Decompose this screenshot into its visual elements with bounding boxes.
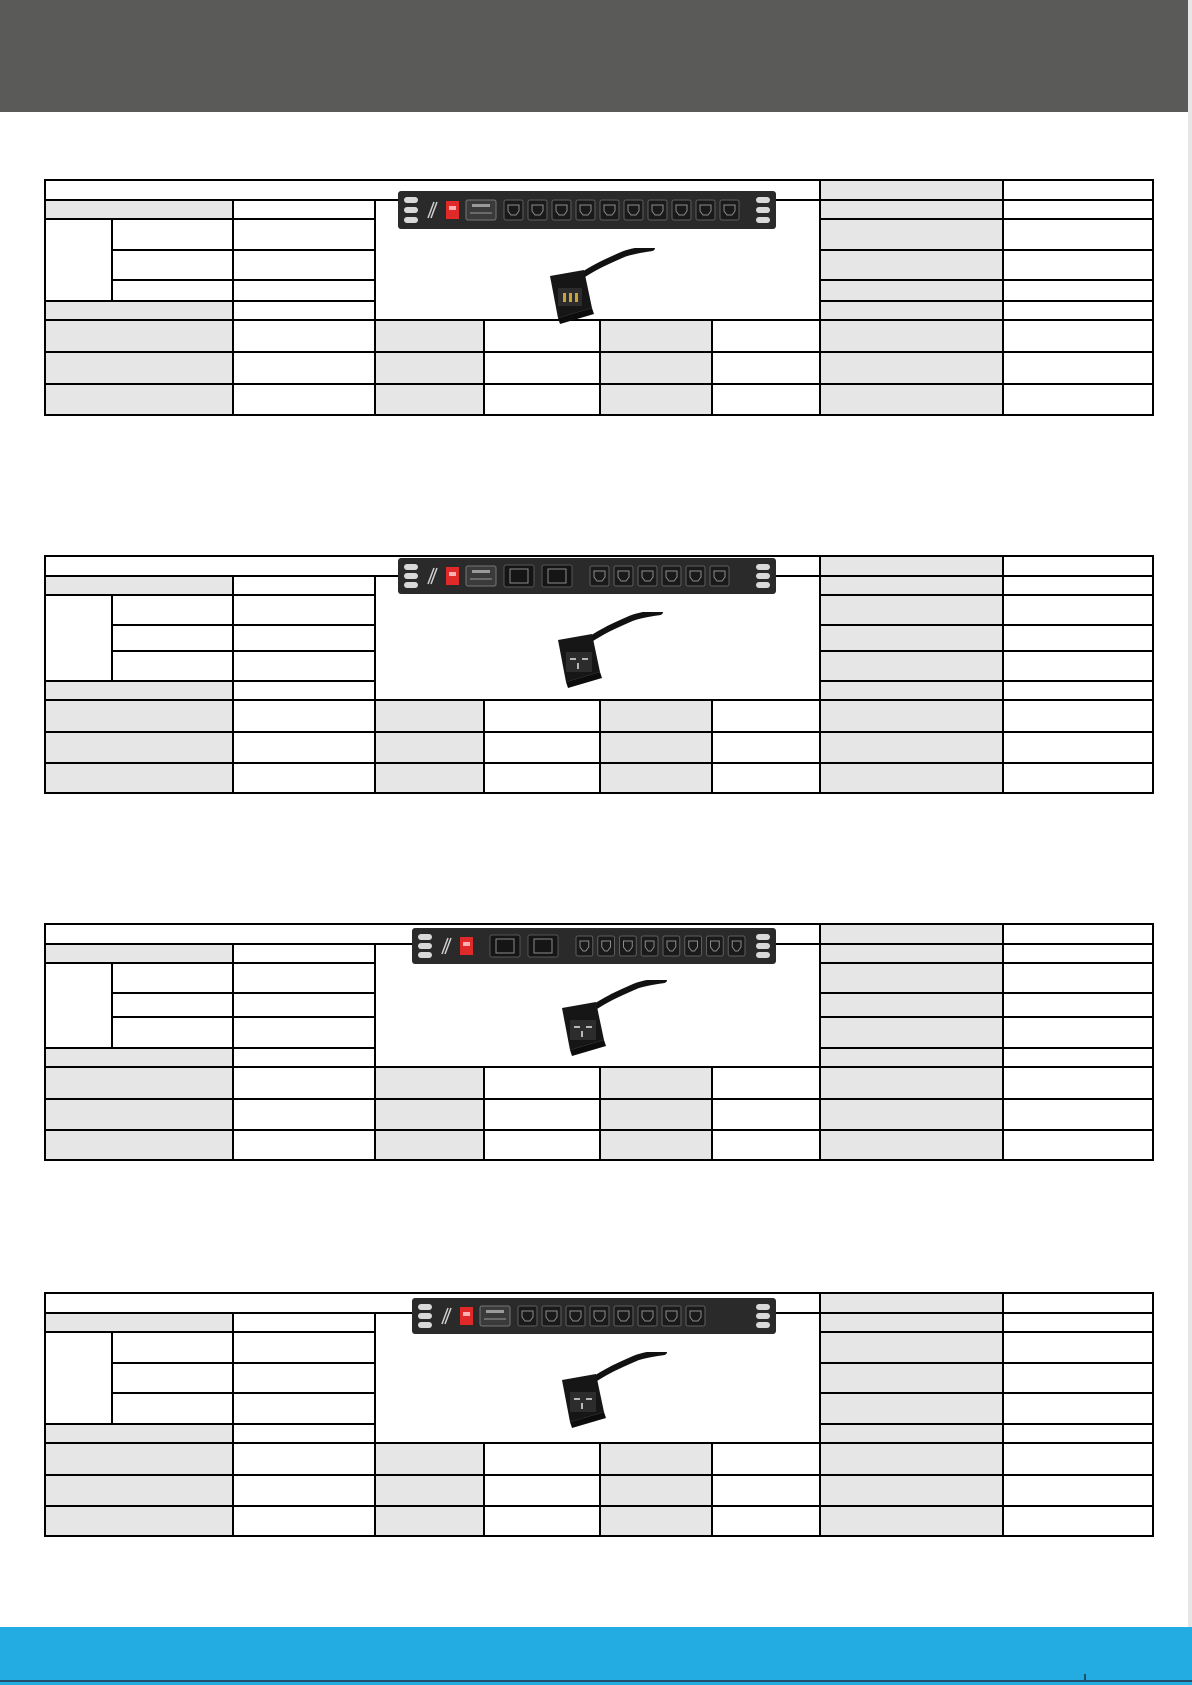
c13-outlet-icon bbox=[552, 200, 571, 220]
spec-value-cell bbox=[484, 732, 600, 763]
c13-outlet-icon bbox=[504, 200, 523, 220]
spec-label-cell bbox=[820, 280, 1003, 301]
spec-label-cell bbox=[44, 1424, 233, 1443]
spec-label-cell bbox=[44, 320, 233, 352]
c13-outlet-icon bbox=[728, 936, 745, 956]
spec-label-cell bbox=[820, 1130, 1003, 1161]
spec-value-cell bbox=[233, 1017, 375, 1048]
spec-label-cell bbox=[375, 384, 484, 416]
spec-label-cell bbox=[820, 555, 1003, 576]
spec-value-cell bbox=[1003, 179, 1154, 200]
spec-group-cell bbox=[44, 219, 112, 301]
spec-value-cell bbox=[233, 1048, 375, 1067]
spec-sublabel-cell bbox=[112, 280, 233, 301]
spec-value-cell bbox=[1003, 595, 1154, 625]
c13-outlet-icon bbox=[720, 200, 739, 220]
spec-value-cell bbox=[233, 1443, 375, 1475]
spec-value-cell bbox=[1003, 1099, 1154, 1130]
spec-label-cell bbox=[375, 763, 484, 794]
spec-value-cell bbox=[1003, 1048, 1154, 1067]
c13-outlet-icon bbox=[590, 1306, 609, 1326]
spec-value-cell bbox=[233, 763, 375, 794]
spec-label-cell bbox=[375, 1099, 484, 1130]
spec-value-cell bbox=[1003, 625, 1154, 651]
c19-outlet-icon bbox=[528, 935, 558, 957]
c19-outlet-icon bbox=[542, 565, 572, 587]
c20-plug-icon bbox=[544, 612, 664, 690]
spec-value-cell bbox=[233, 595, 375, 625]
spec-value-cell bbox=[233, 625, 375, 651]
spec-label-cell bbox=[820, 651, 1003, 681]
spec-label-cell bbox=[600, 763, 712, 794]
spec-label-cell bbox=[820, 625, 1003, 651]
c13-outlet-icon bbox=[662, 1306, 681, 1326]
spec-value-cell bbox=[233, 384, 375, 416]
c13-outlet-icon bbox=[528, 200, 547, 220]
spec-label-cell bbox=[820, 219, 1003, 250]
spec-value-cell bbox=[1003, 1393, 1154, 1424]
c13-outlet-icon bbox=[641, 936, 658, 956]
spec-value-cell bbox=[233, 681, 375, 700]
spec-value-cell bbox=[233, 700, 375, 732]
spec-label-cell bbox=[820, 993, 1003, 1017]
c13-outlet-icon bbox=[696, 200, 715, 220]
footer-tick bbox=[1084, 1674, 1086, 1682]
spec-value-cell bbox=[484, 1506, 600, 1537]
footer-rule bbox=[0, 1680, 1192, 1682]
spec-value-cell bbox=[1003, 1067, 1154, 1099]
c13-outlet-icon bbox=[614, 1306, 633, 1326]
spec-group-cell bbox=[44, 963, 112, 1048]
spec-value-cell bbox=[1003, 1506, 1154, 1537]
spec-label-cell bbox=[600, 732, 712, 763]
spec-label-cell bbox=[44, 352, 233, 384]
c13-outlet-icon bbox=[620, 936, 637, 956]
c20-plug-icon bbox=[548, 1352, 668, 1430]
spec-value-cell bbox=[1003, 1475, 1154, 1506]
spec-value-cell bbox=[1003, 555, 1154, 576]
spec-value-cell bbox=[233, 576, 375, 595]
spec-label-cell bbox=[820, 1443, 1003, 1475]
spec-label-cell bbox=[44, 763, 233, 794]
spec-sublabel-cell bbox=[112, 250, 233, 280]
c13-outlet-icon bbox=[542, 1306, 561, 1326]
spec-sublabel-cell bbox=[112, 651, 233, 681]
spec-label-cell bbox=[44, 1067, 233, 1099]
spec-value-cell bbox=[233, 320, 375, 352]
spec-label-cell bbox=[44, 1099, 233, 1130]
spec-value-cell bbox=[233, 200, 375, 219]
spec-label-cell bbox=[600, 1099, 712, 1130]
spec-label-cell bbox=[820, 595, 1003, 625]
spec-value-cell bbox=[233, 1424, 375, 1443]
spec-group-cell bbox=[44, 1332, 112, 1424]
spec-value-cell bbox=[712, 700, 820, 732]
spec-value-cell bbox=[233, 944, 375, 963]
spec-label-cell bbox=[820, 179, 1003, 200]
spec-value-cell bbox=[233, 219, 375, 250]
spec-value-cell bbox=[233, 1313, 375, 1332]
spec-value-cell bbox=[484, 1067, 600, 1099]
spec-value-cell bbox=[1003, 681, 1154, 700]
spec-value-cell bbox=[1003, 944, 1154, 963]
spec-label-cell bbox=[820, 1506, 1003, 1537]
spec-value-cell bbox=[484, 763, 600, 794]
spec-sublabel-cell bbox=[112, 595, 233, 625]
spec-label-cell bbox=[44, 1475, 233, 1506]
spec-value-cell bbox=[1003, 1292, 1154, 1313]
c13-outlet-icon bbox=[638, 566, 657, 586]
spec-label-cell bbox=[600, 384, 712, 416]
spec-value-cell bbox=[1003, 1424, 1154, 1443]
spec-label-cell bbox=[820, 576, 1003, 595]
spec-value-cell bbox=[712, 384, 820, 416]
spec-value-cell bbox=[484, 1475, 600, 1506]
spec-label-cell bbox=[820, 320, 1003, 352]
spec-value-cell bbox=[1003, 700, 1154, 732]
spec-value-cell bbox=[233, 993, 375, 1017]
spec-value-cell bbox=[484, 384, 600, 416]
c20-plug-icon bbox=[548, 980, 668, 1058]
spec-value-cell bbox=[233, 352, 375, 384]
spec-value-cell bbox=[233, 1475, 375, 1506]
spec-value-cell bbox=[712, 320, 820, 352]
spec-label-cell bbox=[44, 576, 233, 595]
spec-value-cell bbox=[1003, 1130, 1154, 1161]
spec-value-cell bbox=[233, 1363, 375, 1393]
spec-value-cell bbox=[1003, 651, 1154, 681]
c13-outlet-icon bbox=[662, 566, 681, 586]
spec-value-cell bbox=[1003, 200, 1154, 219]
c13-outlet-icon bbox=[576, 936, 593, 956]
spec-label-cell bbox=[820, 763, 1003, 794]
spec-label-cell bbox=[375, 320, 484, 352]
spec-value-cell bbox=[712, 1130, 820, 1161]
spec-value-cell bbox=[233, 732, 375, 763]
c13-outlet-icon bbox=[638, 1306, 657, 1326]
spec-label-cell bbox=[600, 1506, 712, 1537]
spec-label-cell bbox=[44, 732, 233, 763]
spec-value-cell bbox=[233, 280, 375, 301]
c13-outlet-icon bbox=[686, 1306, 705, 1326]
spec-value-cell bbox=[1003, 1017, 1154, 1048]
spec-label-cell bbox=[44, 384, 233, 416]
c13-outlet-icon bbox=[576, 200, 595, 220]
spec-label-cell bbox=[820, 923, 1003, 944]
spec-label-cell bbox=[820, 301, 1003, 320]
spec-label-cell bbox=[820, 700, 1003, 732]
spec-value-cell bbox=[1003, 1443, 1154, 1475]
spec-value-cell bbox=[1003, 576, 1154, 595]
c19-outlet-icon bbox=[490, 935, 520, 957]
spec-value-cell bbox=[1003, 250, 1154, 280]
spec-label-cell bbox=[44, 301, 233, 320]
spec-label-cell bbox=[820, 1475, 1003, 1506]
spec-label-cell bbox=[375, 700, 484, 732]
spec-value-cell bbox=[1003, 993, 1154, 1017]
c13-outlet-icon bbox=[624, 200, 643, 220]
spec-label-cell bbox=[44, 1506, 233, 1537]
spec-label-cell bbox=[375, 1067, 484, 1099]
spec-value-cell bbox=[484, 1130, 600, 1161]
spec-label-cell bbox=[44, 681, 233, 700]
spec-sublabel-cell bbox=[112, 993, 233, 1017]
spec-value-cell bbox=[1003, 923, 1154, 944]
spec-value-cell bbox=[233, 1067, 375, 1099]
c13-outlet-icon bbox=[648, 200, 667, 220]
spec-value-cell bbox=[1003, 219, 1154, 250]
spec-value-cell bbox=[1003, 732, 1154, 763]
spec-value-cell bbox=[1003, 963, 1154, 993]
spec-sublabel-cell bbox=[112, 1393, 233, 1424]
spec-label-cell bbox=[820, 1099, 1003, 1130]
spec-value-cell bbox=[233, 1332, 375, 1363]
spec-label-cell bbox=[44, 944, 233, 963]
spec-value-cell bbox=[712, 1099, 820, 1130]
spec-value-cell bbox=[712, 1506, 820, 1537]
spec-value-cell bbox=[233, 963, 375, 993]
spec-value-cell bbox=[484, 1443, 600, 1475]
spec-label-cell bbox=[375, 1506, 484, 1537]
spec-sublabel-cell bbox=[112, 219, 233, 250]
spec-sublabel-cell bbox=[112, 1363, 233, 1393]
pdu-strip-icon bbox=[412, 1296, 776, 1336]
spec-value-cell bbox=[712, 1443, 820, 1475]
spec-value-cell bbox=[233, 1393, 375, 1424]
spec-value-cell bbox=[1003, 280, 1154, 301]
spec-label-cell bbox=[44, 700, 233, 732]
spec-label-cell bbox=[375, 732, 484, 763]
spec-sublabel-cell bbox=[112, 963, 233, 993]
spec-value-cell bbox=[1003, 352, 1154, 384]
pdu-strip-icon bbox=[412, 926, 776, 966]
spec-label-cell bbox=[820, 352, 1003, 384]
c13-outlet-icon bbox=[710, 566, 729, 586]
header-banner bbox=[0, 0, 1192, 112]
spec-label-cell bbox=[820, 1292, 1003, 1313]
spec-value-cell bbox=[1003, 384, 1154, 416]
spec-label-cell bbox=[44, 1443, 233, 1475]
spec-label-cell bbox=[820, 732, 1003, 763]
spec-value-cell bbox=[484, 700, 600, 732]
spec-label-cell bbox=[600, 700, 712, 732]
page-edge-strip bbox=[1188, 0, 1192, 1685]
spec-value-cell bbox=[1003, 301, 1154, 320]
spec-value-cell bbox=[1003, 763, 1154, 794]
spec-sublabel-cell bbox=[112, 1017, 233, 1048]
spec-label-cell bbox=[600, 1130, 712, 1161]
spec-value-cell bbox=[233, 250, 375, 280]
c13-outlet-icon bbox=[590, 566, 609, 586]
c13-outlet-icon bbox=[663, 936, 680, 956]
c13-outlet-icon bbox=[598, 936, 615, 956]
spec-label-cell bbox=[44, 1130, 233, 1161]
spec-label-cell bbox=[44, 1048, 233, 1067]
spec-label-cell bbox=[820, 1363, 1003, 1393]
spec-label-cell bbox=[600, 1475, 712, 1506]
c13-outlet-icon bbox=[614, 566, 633, 586]
spec-label-cell bbox=[600, 352, 712, 384]
c13-outlet-icon bbox=[686, 566, 705, 586]
spec-label-cell bbox=[820, 1048, 1003, 1067]
spec-value-cell bbox=[233, 1130, 375, 1161]
footer-bar bbox=[0, 1627, 1192, 1685]
spec-group-cell bbox=[44, 595, 112, 681]
spec-label-cell bbox=[44, 1313, 233, 1332]
spec-value-cell bbox=[1003, 1332, 1154, 1363]
spec-label-cell bbox=[600, 1443, 712, 1475]
c13-outlet-icon bbox=[566, 1306, 585, 1326]
spec-value-cell bbox=[712, 763, 820, 794]
spec-label-cell bbox=[820, 1067, 1003, 1099]
c13-outlet-icon bbox=[518, 1306, 537, 1326]
spec-sublabel-cell bbox=[112, 625, 233, 651]
spec-value-cell bbox=[712, 1067, 820, 1099]
spec-label-cell bbox=[820, 1313, 1003, 1332]
spec-value-cell bbox=[233, 1506, 375, 1537]
spec-label-cell bbox=[375, 1443, 484, 1475]
spec-label-cell bbox=[820, 1332, 1003, 1363]
spec-label-cell bbox=[820, 1393, 1003, 1424]
c13-outlet-icon bbox=[707, 936, 724, 956]
spec-value-cell bbox=[712, 1475, 820, 1506]
spec-label-cell bbox=[820, 681, 1003, 700]
c13-outlet-icon bbox=[600, 200, 619, 220]
spec-value-cell bbox=[1003, 320, 1154, 352]
spec-label-cell bbox=[375, 352, 484, 384]
c13-outlet-icon bbox=[685, 936, 702, 956]
spec-value-cell bbox=[484, 352, 600, 384]
spec-value-cell bbox=[233, 301, 375, 320]
c13-outlet-icon bbox=[672, 200, 691, 220]
spec-label-cell bbox=[600, 1067, 712, 1099]
spec-value-cell bbox=[1003, 1363, 1154, 1393]
spec-label-cell bbox=[375, 1130, 484, 1161]
spec-value-cell bbox=[233, 1099, 375, 1130]
spec-sublabel-cell bbox=[112, 1332, 233, 1363]
pdu-strip-icon bbox=[398, 189, 776, 231]
spec-label-cell bbox=[820, 1017, 1003, 1048]
spec-value-cell bbox=[1003, 1313, 1154, 1332]
spec-label-cell bbox=[375, 1475, 484, 1506]
spec-label-cell bbox=[820, 250, 1003, 280]
spec-value-cell bbox=[712, 352, 820, 384]
spec-label-cell bbox=[820, 1424, 1003, 1443]
spec-value-cell bbox=[484, 1099, 600, 1130]
spec-value-cell bbox=[233, 651, 375, 681]
spec-label-cell bbox=[820, 384, 1003, 416]
c14-plug-icon bbox=[536, 248, 656, 326]
spec-label-cell bbox=[44, 200, 233, 219]
spec-label-cell bbox=[820, 963, 1003, 993]
spec-label-cell bbox=[820, 200, 1003, 219]
spec-label-cell bbox=[820, 944, 1003, 963]
c19-outlet-icon bbox=[504, 565, 534, 587]
spec-value-cell bbox=[712, 732, 820, 763]
pdu-strip-icon bbox=[398, 556, 776, 596]
